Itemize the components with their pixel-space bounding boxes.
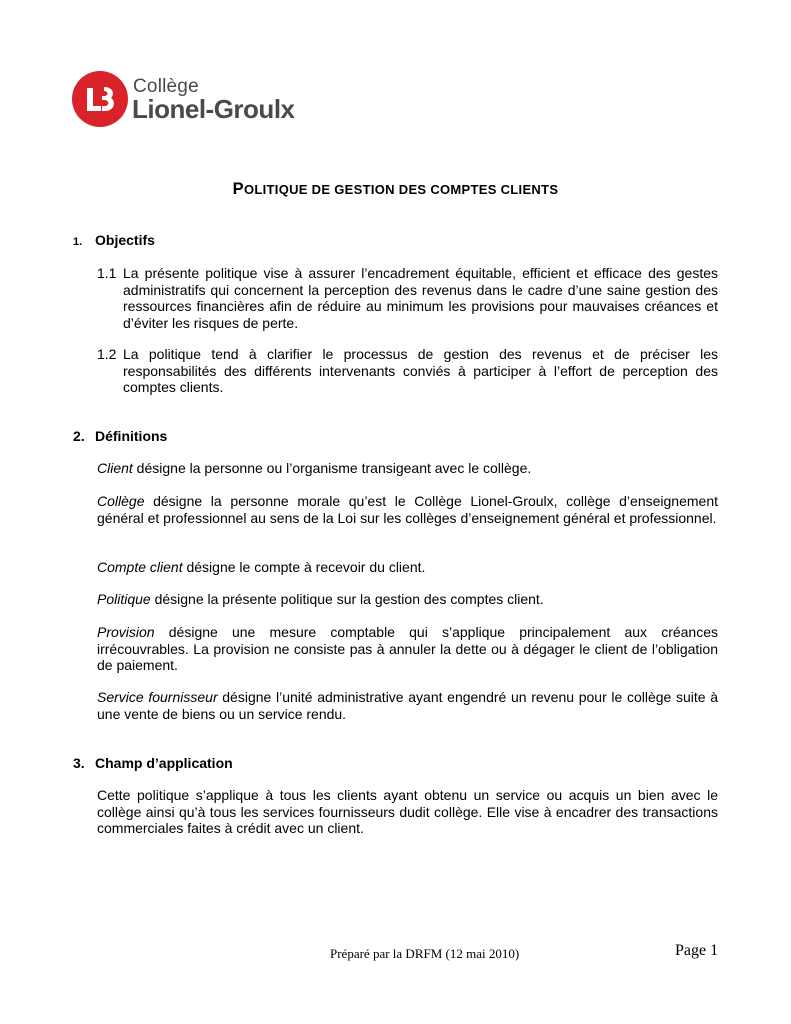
footer-prepared-by: Préparé par la DRFM (12 mai 2010): [330, 946, 520, 961]
definition-term: Collège: [97, 493, 145, 509]
objective-item-text: La politique tend à clarifier le processus de gestion des revenus et de préciser les responsabilités des différents intervenants conviés à participer à l’effort de perception des comptes clients.: [123, 346, 718, 395]
objective-item-2: [97, 346, 718, 396]
definition-text: désigne une mesure comptable qui s’applique principalement aux créances irrécouvrables. La provision ne consiste pas à annuler la dette ou à dégager le client de l’obligation de paiement.: [97, 624, 718, 673]
definition-client: [97, 460, 718, 477]
definition-text: désigne l’unité administrative ayant engendré un revenu pour le collège suite à une vente de biens ou un service rendu.: [97, 689, 719, 722]
college-logo: [71, 70, 311, 130]
section-2-heading: [73, 428, 167, 444]
definition-service-fournisseur: [97, 689, 718, 722]
title-initial: P: [232, 180, 244, 198]
definition-text: désigne la présente politique sur la gestion des comptes client.: [150, 591, 544, 607]
scope-text: Cette politique s’applique à tous les clients ayant obtenu un service ou acquis un bien avec le collège ainsi qu’à tous les services fournisseurs dudit collège. Elle vise à encadrer des transactions commerciales faites à crédit avec un client.: [97, 787, 718, 836]
objective-item-1: [97, 265, 718, 331]
objective-item-number: 1.1: [97, 265, 117, 281]
objective-item-text: La présente politique vise à assurer l’encadrement équitable, efficient et efficace des gestes administratifs qui concernent la perception des revenus dans le cadre d’une saine gestion des ressources financières afin de réduire au minimum les provisions pour mauvaises créances et d’éviter les risques de perte.: [123, 265, 718, 331]
definition-term: Provision: [97, 624, 155, 640]
definition-provision: [97, 624, 718, 674]
section-1-number: 1.: [73, 236, 83, 248]
section-2-number: 2.: [73, 428, 85, 444]
logo-name-text: Lionel-Groulx: [132, 94, 295, 124]
definition-college: [97, 493, 718, 526]
definition-compte-client: [97, 559, 718, 576]
definition-term: Politique: [97, 591, 151, 607]
section-2-title: Définitions: [95, 428, 168, 444]
document-title: [0, 180, 791, 199]
college-emblem-icon: [71, 70, 129, 128]
section-3-number: 3.: [73, 755, 85, 771]
scope-paragraph: [97, 787, 718, 837]
definition-term: Compte client: [97, 559, 183, 575]
section-3-title: Champ d’application: [95, 755, 233, 771]
definition-text: désigne le compte à recevoir du client.: [182, 559, 426, 575]
section-1-heading: [73, 232, 155, 248]
title-rest: OLITIQUE DE GESTION DES COMPTES CLIENTS: [243, 182, 559, 197]
section-1-title: Objectifs: [95, 232, 155, 248]
page-number: Page 1: [675, 942, 719, 959]
section-3-heading: [73, 755, 233, 771]
definition-term: Client: [97, 460, 133, 476]
definition-text: désigne la personne morale qu’est le Collège Lionel-Groulx, collège d’enseignement général et professionnel au sens de la Loi sur les collèges d’enseignement général et professionnel.: [97, 493, 718, 526]
definition-politique: [97, 591, 718, 608]
logo-college-text: Collège: [133, 76, 199, 97]
definition-term: Service fournisseur: [97, 689, 218, 705]
definition-text: désigne la personne ou l’organisme transigeant avec le collège.: [132, 460, 532, 476]
objective-item-number: 1.2: [97, 346, 117, 362]
